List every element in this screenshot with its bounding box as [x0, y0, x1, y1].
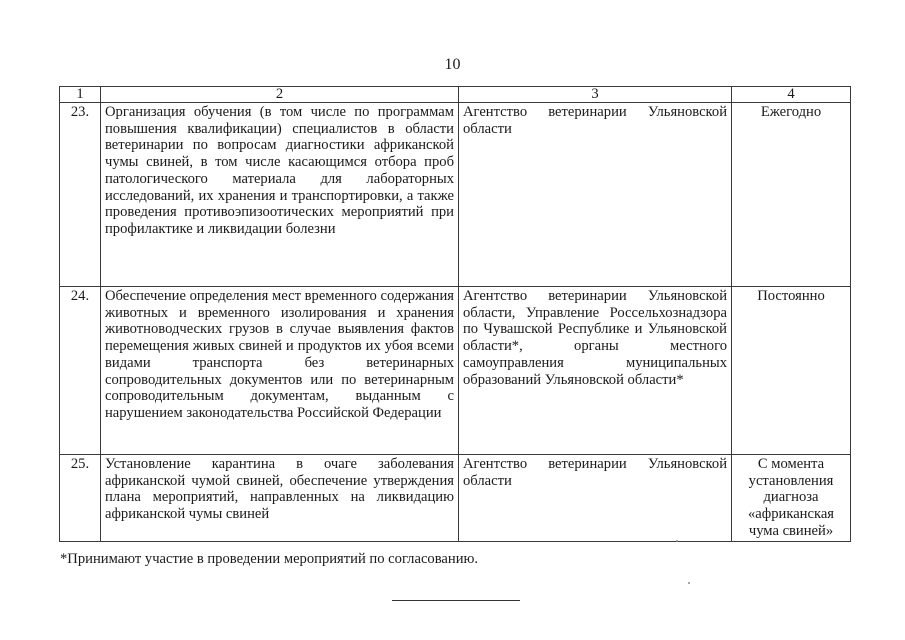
term-cell: С момента установления диагноза «африканская чума свиней»	[732, 455, 851, 542]
measure-cell: Организация обучения (в том числе по программам повышения квалификации) специалистов в области ветеринарии по вопросам диагностики африканской чумы свиней, в том числе касающимся отбора проб патологического материала для лабораторных исследований, их хранения и транспортировки, а также проведения противоэпизоотических мероприятий при профилактике и ликвидации болезни	[101, 103, 459, 287]
measure-cell: Установление карантина в очаге заболевания африканской чумой свиней, обеспечение утверждения плана мероприятий, направленных на ликвидацию африканской чумы свиней	[101, 455, 459, 542]
column-header: 2	[101, 87, 459, 103]
separator-line	[392, 600, 520, 601]
column-header: 1	[60, 87, 101, 103]
row-number: 25.	[60, 455, 101, 542]
column-header: 3	[459, 87, 732, 103]
table-row	[60, 455, 851, 542]
table-row	[60, 103, 851, 287]
row-number: 23.	[60, 103, 101, 287]
header-row	[60, 87, 851, 103]
term-cell: Ежегодно	[732, 103, 851, 287]
page-number: 10	[444, 56, 461, 73]
executor-cell: Агентство ветеринарии Ульяновской области	[459, 103, 732, 287]
footnote: *Принимают участие в проведении мероприятий по согласованию.	[60, 551, 479, 567]
measure-cell: Обеспечение определения мест временного содержания животных и временного изолирования и хранения животноводческих грузов в случае выявления фактов перемещения живых свиней и продуктов их убоя всеми видами транспорта без ветеринарных сопроводительных документов или по ветеринарным сопроводительным документам, выданным с нарушением законодательства Российской Федерации	[101, 287, 459, 455]
measures-table	[59, 86, 851, 542]
executor-cell: Агентство ветеринарии Ульяновской области	[459, 455, 732, 542]
row-number: 24.	[60, 287, 101, 455]
table-row	[60, 287, 851, 455]
term-cell: Постоянно	[732, 287, 851, 455]
executor-cell: Агентство ветеринарии Ульяновской области, Управление Россельхознадзора по Чувашской Республике и Ульяновской области*, органы местного самоуправления муниципальных образований Ульяновской области*	[459, 287, 732, 455]
scan-speck	[688, 582, 690, 584]
scan-speck	[676, 540, 678, 542]
column-header: 4	[732, 87, 851, 103]
